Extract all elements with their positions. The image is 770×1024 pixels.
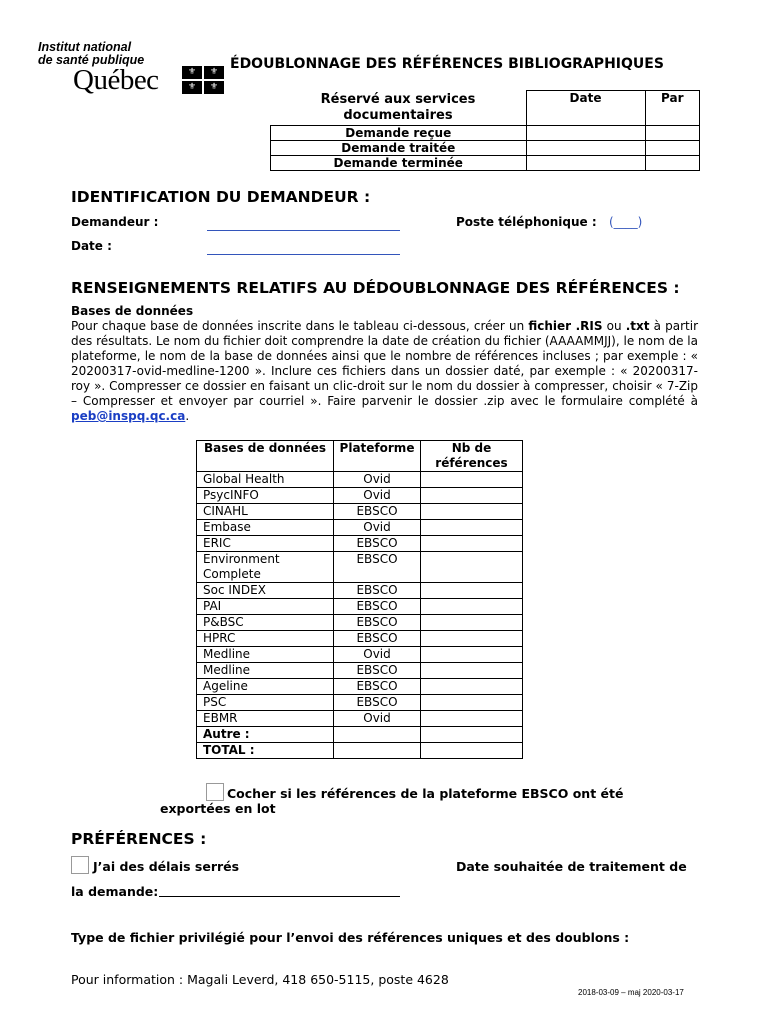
- count-cell[interactable]: [421, 711, 523, 727]
- section-heading: RENSEIGNEMENTS RELATIFS AU DÉDOUBLONNAGE DES RÉFÉRENCES :: [71, 279, 680, 297]
- logo-text-line2: de santé publique: [38, 53, 145, 67]
- col-platform: Plateforme: [334, 441, 421, 472]
- requester-label: Demandeur :: [71, 215, 159, 229]
- logo-quebec-wordmark: Québec: [73, 64, 159, 96]
- table-row: HPRC: [197, 631, 334, 647]
- databases-table: Bases de données Plateforme Nb de références Global Health Ovid PsycINFO Ovid CINAHL EBSCO Embase Ovid ERIC EBSCO Environment Complete EBSCO Soc INDEX EBSCO PAI EBSCO P&BSC EBSCO HPRC EBSCO Medline Ovid Medline EBSCO Ageline EBSCO PSC EBSCO EBMR Ovid Autre : TOTAL :: [196, 440, 523, 759]
- table-row: PSC: [197, 695, 334, 711]
- tight-deadline-checkbox[interactable]: [71, 856, 89, 874]
- row-received: Demande reçue: [271, 126, 527, 141]
- reserved-header: Réservé aux services documentaires: [271, 91, 527, 126]
- row-processed: Demande traitée: [271, 141, 527, 156]
- count-cell[interactable]: [421, 520, 523, 536]
- tight-deadline-label: J’ai des délais serrés: [93, 859, 240, 874]
- count-cell[interactable]: [421, 647, 523, 663]
- other-row-label: Autre :: [197, 727, 334, 743]
- table-row: Environment Complete: [197, 552, 334, 583]
- phone-label: Poste téléphonique :: [456, 215, 597, 229]
- count-cell[interactable]: [421, 552, 523, 583]
- email-link[interactable]: peb@inspq.qc.ca: [71, 409, 186, 423]
- total-count-cell[interactable]: [421, 743, 523, 759]
- count-cell[interactable]: [421, 599, 523, 615]
- phone-field[interactable]: (____): [609, 215, 643, 229]
- ebsco-check-label-line2: exportées en lot: [160, 801, 276, 816]
- contact-info: Pour information : Magali Leverd, 418 650-5115, poste 4628: [71, 972, 449, 987]
- col-date-header: Date: [526, 91, 645, 126]
- date-wish-label: Date souhaitée de traitement de: [456, 859, 687, 874]
- ebsco-check-label-line1: Cocher si les références de la plateforme EBSCO ont été: [227, 786, 624, 801]
- count-cell[interactable]: [421, 472, 523, 488]
- table-row: Medline: [197, 663, 334, 679]
- version-info: 2018-03-09 – maj 2020-03-17: [578, 988, 684, 997]
- other-platform-cell[interactable]: [334, 727, 421, 743]
- total-platform-cell: [334, 743, 421, 759]
- reserved-services-table: [270, 90, 700, 171]
- count-cell[interactable]: [421, 631, 523, 647]
- table-row: PAI: [197, 599, 334, 615]
- quebec-flag-icon: ⚜ ⚜ ⚜ ⚜: [182, 66, 224, 94]
- count-cell[interactable]: [421, 504, 523, 520]
- instructions-paragraph: Pour chaque base de données inscrite dans le tableau ci-dessous, créer un fichier .RIS ou .txt à partir des résultats. Le nom du fichier doit comprendre la date de création du fichier (AAAAMMJJ), le nom de la plateforme, le nom de la base de données ainsi que le nombre de références incluses ; par exemple : « 20200317-ovid-medline-1200 ». Inclure ces fichiers dans un dossier daté, par exemple : « 20200317-roy ». Compresser ce dossier en faisant un clic-droit sur le nom du dossier à compresser, choisir « 7-Zip – Compresser et envoyer par courriel ». Faire parvenir le dossier .zip avec le formulaire complété à peb@inspq.qc.ca.: [71, 319, 699, 423]
- par-cell[interactable]: [645, 141, 700, 156]
- ebsco-checkbox[interactable]: [206, 783, 224, 801]
- count-cell[interactable]: [421, 615, 523, 631]
- preferences-heading: PRÉFÉRENCES :: [71, 830, 207, 848]
- row-finished: Demande terminée: [271, 156, 527, 171]
- count-cell[interactable]: [421, 727, 523, 743]
- count-cell[interactable]: [421, 488, 523, 504]
- file-type-label: Type de fichier privilégié pour l’envoi des références uniques et des doublons :: [71, 930, 630, 945]
- date-label: Date :: [71, 239, 112, 253]
- requester-field[interactable]: [207, 216, 400, 231]
- table-row: ERIC: [197, 536, 334, 552]
- date-cell[interactable]: [526, 141, 645, 156]
- table-row: CINAHL: [197, 504, 334, 520]
- logo-text-line1: Institut national: [38, 40, 132, 54]
- count-cell[interactable]: [421, 583, 523, 599]
- desired-date-field[interactable]: [159, 884, 400, 897]
- identification-heading: IDENTIFICATION DU DEMANDEUR :: [71, 188, 371, 206]
- col-count: Nb de références: [421, 441, 523, 472]
- total-row-label: TOTAL :: [197, 743, 334, 759]
- table-row: Soc INDEX: [197, 583, 334, 599]
- par-cell[interactable]: [645, 126, 700, 141]
- table-row: Medline: [197, 647, 334, 663]
- col-databases: Bases de données: [197, 441, 334, 472]
- document-title: ÉDOUBLONNAGE DES RÉFÉRENCES BIBLIOGRAPHIQUES: [230, 56, 664, 72]
- date-cell[interactable]: [526, 156, 645, 171]
- table-row: Global Health: [197, 472, 334, 488]
- col-par-header: Par: [645, 91, 700, 126]
- count-cell[interactable]: [421, 663, 523, 679]
- count-cell[interactable]: [421, 679, 523, 695]
- table-row: P&BSC: [197, 615, 334, 631]
- par-cell[interactable]: [645, 156, 700, 171]
- demand-label: la demande:: [71, 884, 159, 899]
- count-cell[interactable]: [421, 695, 523, 711]
- date-field[interactable]: [207, 240, 400, 255]
- date-cell[interactable]: [526, 126, 645, 141]
- table-row: Embase: [197, 520, 334, 536]
- databases-subheading: Bases de données: [71, 304, 194, 318]
- table-row: PsycINFO: [197, 488, 334, 504]
- table-row: Ageline: [197, 679, 334, 695]
- count-cell[interactable]: [421, 536, 523, 552]
- table-row: EBMR: [197, 711, 334, 727]
